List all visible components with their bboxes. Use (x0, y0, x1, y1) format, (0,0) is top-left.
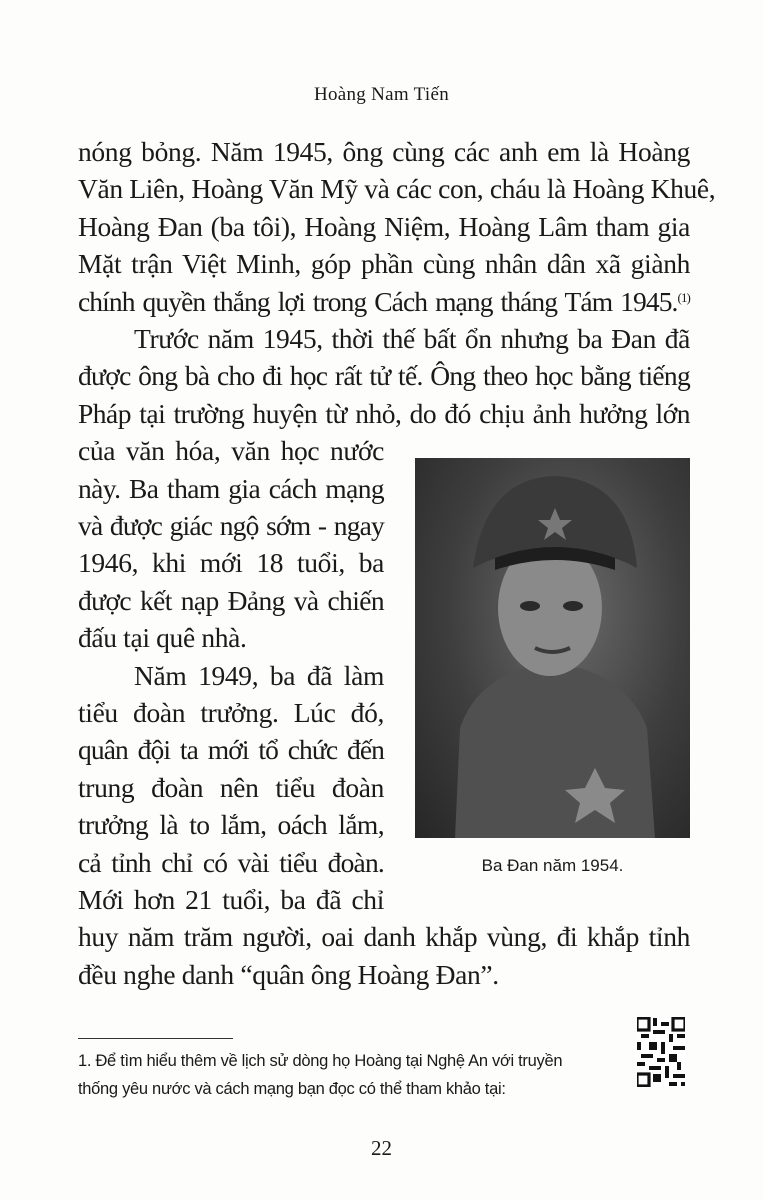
body-line: nóng bỏng. Năm 1945, ông cùng các anh em là Hoàng (78, 136, 690, 167)
body-line: Mới hơn 21 tuổi, ba đã chỉ (78, 884, 384, 915)
body-line-text: chính quyền thắng lợi trong Cách mạng tháng Tám 1945. (78, 286, 678, 317)
body-line: của văn hóa, văn học nước (78, 435, 384, 466)
body-line: quân đội ta mới tổ chức đến (78, 734, 384, 765)
body-line: được ông bà cho đi học rất tử tế. Ông theo học bằng tiếng (78, 360, 690, 391)
footnote-reference[interactable]: (1) (677, 290, 690, 305)
body-line: huy năm trăm người, oai danh khắp vùng, đi khắp tỉnh (78, 921, 690, 952)
body-line: tiểu đoàn trưởng. Lúc đó, (78, 697, 384, 728)
body-line: Mặt trận Việt Minh, góp phần cùng nhân dân xã giành (78, 248, 690, 279)
footnote-line: 1. Để tìm hiểu thêm về lịch sử dòng họ Hoàng tại Nghệ An với truyền (78, 1052, 563, 1070)
portrait-figure-icon (415, 458, 690, 838)
body-line: Trước năm 1945, thời thế bất ổn nhưng ba Đan đã (134, 323, 690, 354)
body-line (78, 284, 690, 320)
body-line: cả tỉnh chỉ có vài tiểu đoàn. (78, 847, 384, 878)
qr-code-icon[interactable] (637, 1017, 685, 1087)
portrait-photo (415, 458, 690, 838)
running-header: Hoàng Nam Tiến (313, 84, 450, 105)
page-number: 22 (371, 1136, 392, 1160)
footnote-divider (78, 1038, 233, 1039)
body-line: đều nghe danh “quân ông Hoàng Đan”. (78, 959, 499, 990)
body-line: trưởng là to lắm, oách lắm, (78, 809, 384, 840)
body-line: được kết nạp Đảng và chiến (78, 585, 384, 616)
body-line: Văn Liên, Hoàng Văn Mỹ và các con, cháu là Hoàng Khuê, (78, 173, 716, 204)
body-line: Hoàng Đan (ba tôi), Hoàng Niệm, Hoàng Lâm tham gia (78, 211, 690, 242)
body-line: này. Ba tham gia cách mạng (78, 473, 384, 504)
body-line: 1946, khi mới 18 tuổi, ba (78, 547, 384, 578)
body-line: trung đoàn nên tiểu đoàn (78, 772, 384, 803)
body-line: Pháp tại trường huyện từ nhỏ, do đó chịu ảnh hưởng lớn (78, 398, 690, 429)
body-line: và được giác ngộ sớm - ngay (78, 510, 384, 541)
footnote-line: thống yêu nước và cách mạng bạn đọc có thể tham khảo tại: (78, 1080, 506, 1098)
body-line: đấu tại quê nhà. (78, 622, 247, 653)
photo-caption: Ba Đan năm 1954. (481, 856, 624, 875)
body-line: Năm 1949, ba đã làm (134, 660, 384, 691)
